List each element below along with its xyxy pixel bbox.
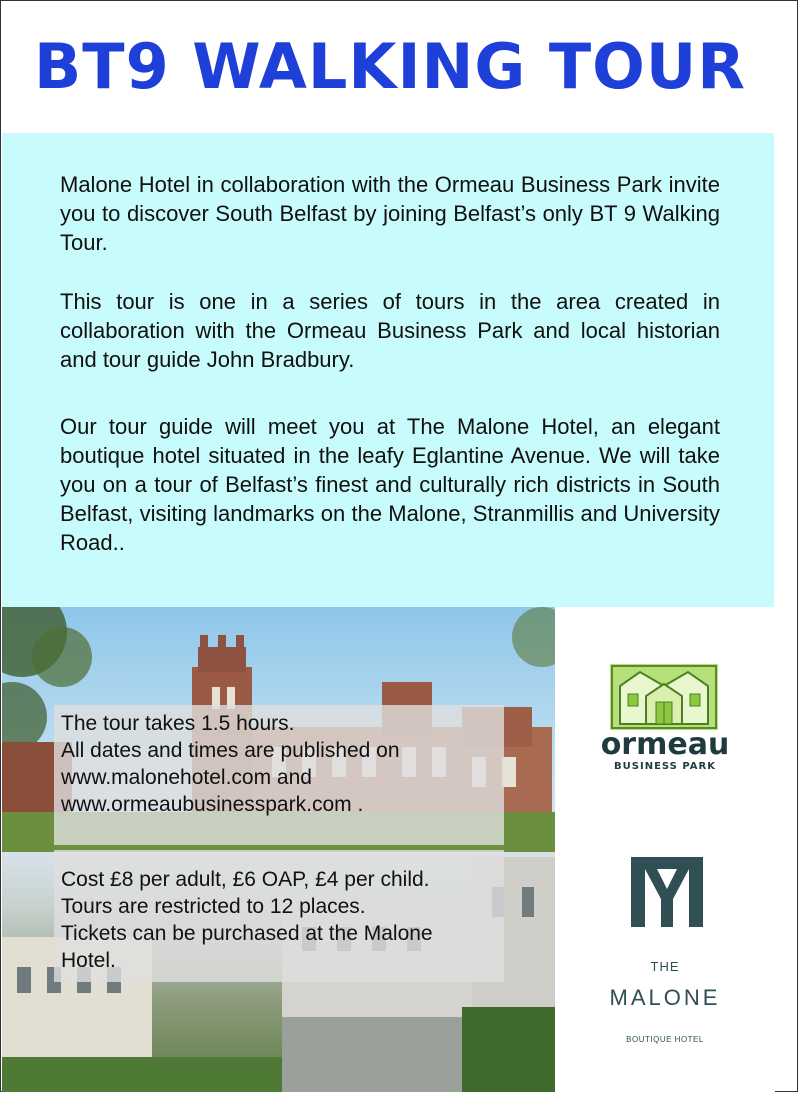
- malone-monogram-icon: [631, 857, 703, 927]
- tickets-text-cont: Hotel.: [61, 949, 116, 972]
- ormeau-wordmark: ormeau: [600, 727, 730, 762]
- ormeau-logo: [555, 659, 775, 779]
- dates-text: All dates and times are published on: [61, 739, 400, 762]
- tickets-text: Tickets can be purchased at the Malone: [61, 922, 433, 945]
- tour-duration-box: [54, 705, 504, 845]
- malone-name-text: MALONE: [609, 985, 721, 1010]
- pricing-box: [54, 850, 504, 982]
- malone-website-link[interactable]: www.malonehotel.com and: [61, 766, 312, 789]
- malone-subtitle: BOUTIQUE HOTEL: [626, 1035, 704, 1044]
- ormeau-building-icon: [610, 664, 718, 730]
- page-title: BT9 WALKING TOUR: [34, 30, 746, 103]
- ormeau-subtitle: BUSINESS PARK: [614, 761, 716, 772]
- ormeau-website-link[interactable]: www.ormeaubusinesspark.com .: [61, 793, 364, 816]
- malone-the-text: THE: [650, 959, 680, 974]
- campus-photo: [2, 607, 555, 1092]
- intro-paragraph-3: Our tour guide will meet you at The Malone Hotel, an elegant boutique hotel situated in the leafy Eglantine Avenue. We will take you on a tour of Belfast’s finest and culturally rich districts in South Belfast, visiting landmarks on the Malone, Stranmillis and University Road..: [60, 414, 720, 555]
- malone-logo: [555, 857, 775, 1057]
- intro-panel: [2, 133, 774, 607]
- intro-paragraph-2: This tour is one in a series of tours in the area created in collaboration with the Ormeau Business Park and local historian and tour guide John Bradbury.: [60, 289, 720, 372]
- cost-text: Cost £8 per adult, £6 OAP, £4 per child.: [61, 868, 430, 891]
- intro-paragraph-1: Malone Hotel in collaboration with the Ormeau Business Park invite you to discover South Belfast by joining Belfast’s only BT 9 Walking Tour.: [60, 172, 720, 255]
- places-text: Tours are restricted to 12 places.: [61, 895, 366, 918]
- duration-text: The tour takes 1.5 hours.: [61, 712, 295, 735]
- logos-panel: [555, 607, 775, 1092]
